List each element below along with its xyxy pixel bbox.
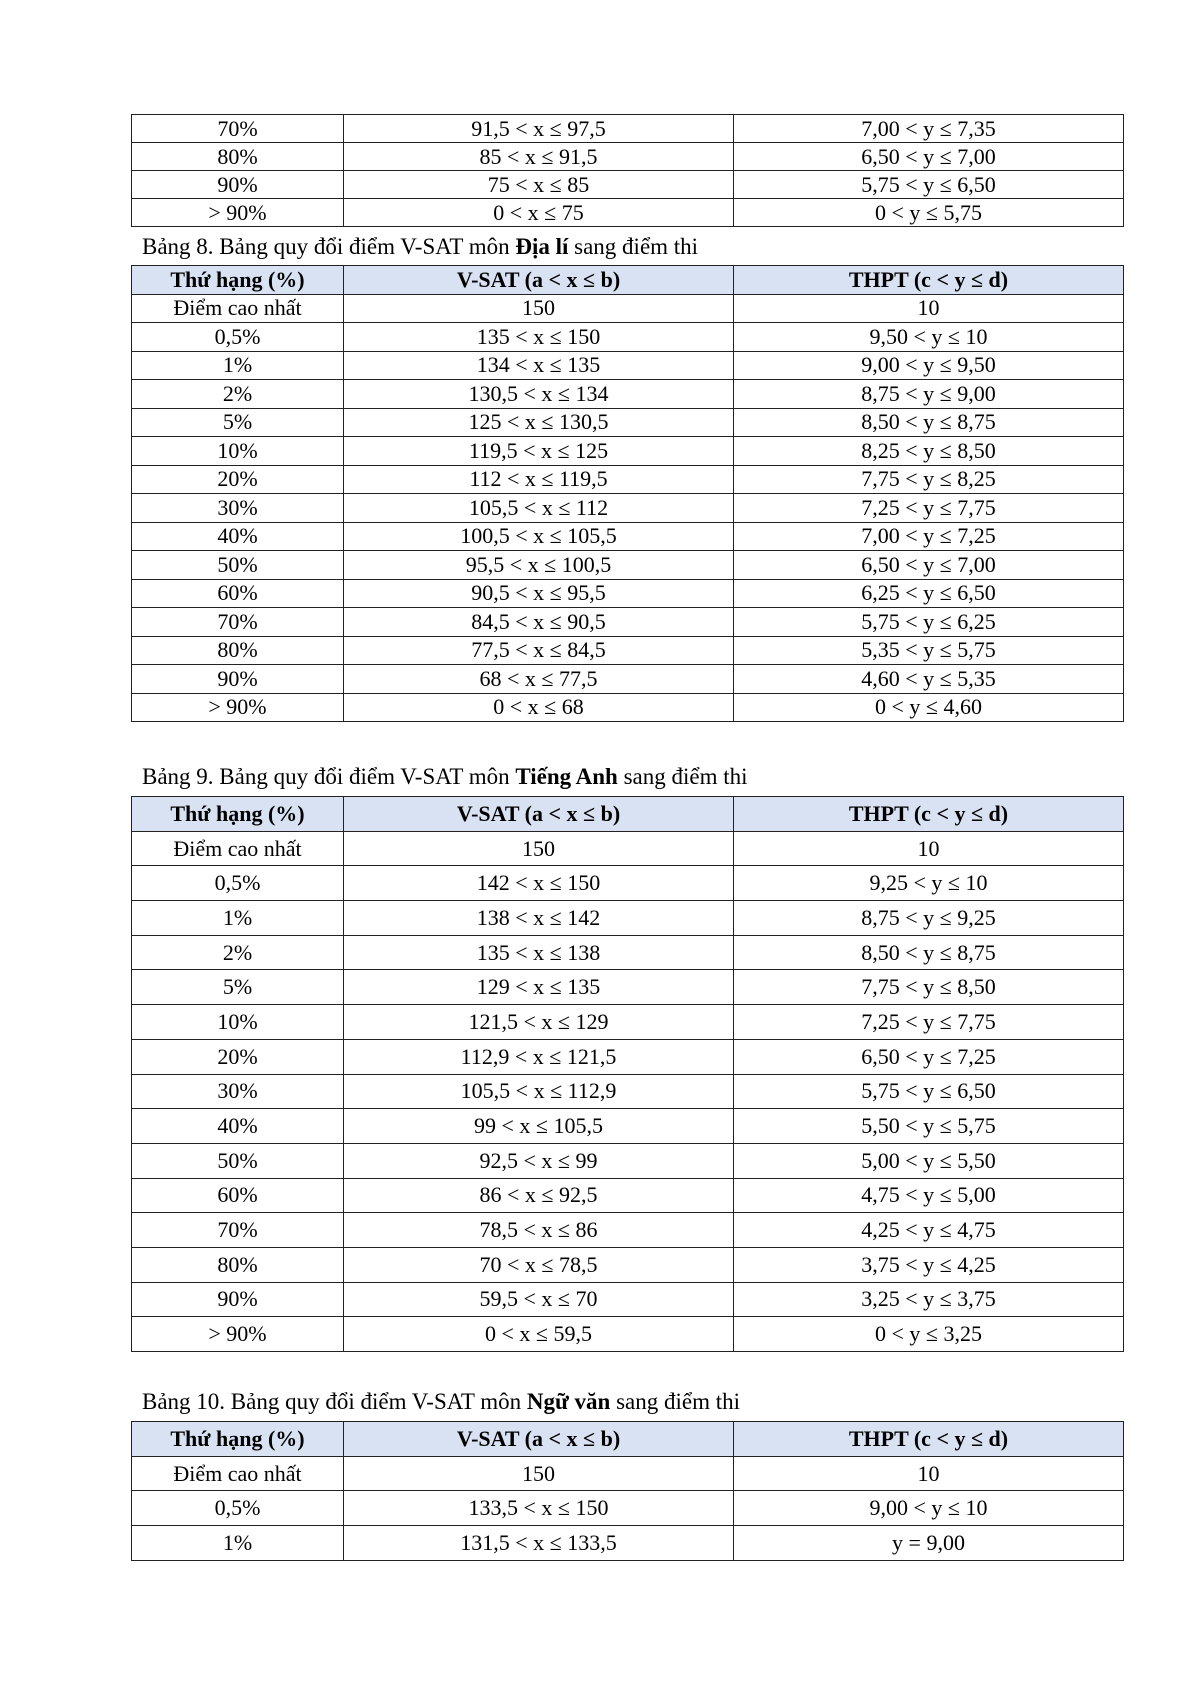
- vsat-range-cell: 121,5 < x ≤ 129: [344, 1005, 734, 1040]
- table-row: [132, 636, 1124, 665]
- rank-cell: 80%: [132, 1247, 344, 1282]
- column-header: Thứ hạng (%): [132, 1422, 344, 1457]
- thpt-range-cell: 5,75 < y ≤ 6,25: [734, 608, 1124, 637]
- table-caption-10: [142, 1390, 740, 1413]
- vsat-range-cell: 59,5 < x ≤ 70: [344, 1282, 734, 1317]
- column-header: V-SAT (a < x ≤ b): [344, 797, 734, 832]
- rank-cell: 90%: [132, 665, 344, 694]
- thpt-range-cell: 5,00 < y ≤ 5,50: [734, 1143, 1124, 1178]
- vsat-range-cell: 0 < x ≤ 75: [344, 199, 734, 227]
- thpt-range-cell: 9,00 < y ≤ 9,50: [734, 351, 1124, 380]
- thpt-range-cell: 0 < y ≤ 5,75: [734, 199, 1124, 227]
- table-header-row: [132, 266, 1124, 295]
- table-row: [132, 1317, 1124, 1352]
- table-row: [132, 171, 1124, 199]
- thpt-range-cell: 5,35 < y ≤ 5,75: [734, 636, 1124, 665]
- table-row: [132, 901, 1124, 936]
- table-row: [132, 199, 1124, 227]
- vsat-range-cell: 70 < x ≤ 78,5: [344, 1247, 734, 1282]
- thpt-range-cell: 7,00 < y ≤ 7,35: [734, 115, 1124, 143]
- column-header: THPT (c < y ≤ d): [734, 266, 1124, 295]
- vsat-range-cell: 86 < x ≤ 92,5: [344, 1178, 734, 1213]
- caption-text: sang điểm thi: [568, 234, 699, 259]
- table-row: [132, 693, 1124, 722]
- rank-cell: Điểm cao nhất: [132, 831, 344, 866]
- vsat-range-cell: 112,9 < x ≤ 121,5: [344, 1039, 734, 1074]
- vsat-range-cell: 112 < x ≤ 119,5: [344, 465, 734, 494]
- rank-cell: 40%: [132, 522, 344, 551]
- table-row: [132, 437, 1124, 466]
- vsat-range-cell: 77,5 < x ≤ 84,5: [344, 636, 734, 665]
- table-row: [132, 1456, 1124, 1491]
- thpt-range-cell: 8,50 < y ≤ 8,75: [734, 935, 1124, 970]
- vsat-range-cell: 100,5 < x ≤ 105,5: [344, 522, 734, 551]
- thpt-range-cell: 5,75 < y ≤ 6,50: [734, 171, 1124, 199]
- vsat-range-cell: 105,5 < x ≤ 112,9: [344, 1074, 734, 1109]
- thpt-range-cell: 0 < y ≤ 4,60: [734, 693, 1124, 722]
- thpt-range-cell: y = 9,00: [734, 1526, 1124, 1561]
- vsat-range-cell: 131,5 < x ≤ 133,5: [344, 1526, 734, 1561]
- vsat-range-cell: 92,5 < x ≤ 99: [344, 1143, 734, 1178]
- caption-text: sang điểm thi: [617, 764, 748, 789]
- vsat-range-cell: 125 < x ≤ 130,5: [344, 408, 734, 437]
- rank-cell: 60%: [132, 1178, 344, 1213]
- rank-cell: 0,5%: [132, 866, 344, 901]
- caption-text: Bảng 9. Bảng quy đổi điểm V-SAT môn: [142, 764, 516, 789]
- caption-subject: Tiếng Anh: [515, 764, 618, 789]
- vsat-range-cell: 142 < x ≤ 150: [344, 866, 734, 901]
- vsat-range-cell: 91,5 < x ≤ 97,5: [344, 115, 734, 143]
- thpt-range-cell: 6,50 < y ≤ 7,00: [734, 551, 1124, 580]
- caption-subject: Ngữ văn: [526, 1389, 611, 1414]
- vsat-range-cell: 133,5 < x ≤ 150: [344, 1491, 734, 1526]
- rank-cell: > 90%: [132, 693, 344, 722]
- rank-cell: 1%: [132, 351, 344, 380]
- thpt-range-cell: 6,50 < y ≤ 7,25: [734, 1039, 1124, 1074]
- thpt-range-cell: 8,25 < y ≤ 8,50: [734, 437, 1124, 466]
- thpt-range-cell: 7,75 < y ≤ 8,25: [734, 465, 1124, 494]
- vsat-range-cell: 129 < x ≤ 135: [344, 970, 734, 1005]
- thpt-range-cell: 7,75 < y ≤ 8,50: [734, 970, 1124, 1005]
- table-caption-9: [142, 765, 748, 788]
- table-row: [132, 1282, 1124, 1317]
- table-9: [131, 796, 1123, 1352]
- column-header: V-SAT (a < x ≤ b): [344, 266, 734, 295]
- table-row: [132, 115, 1124, 143]
- table-row: [132, 1491, 1124, 1526]
- table-row: [132, 608, 1124, 637]
- thpt-range-cell: 5,75 < y ≤ 6,50: [734, 1074, 1124, 1109]
- vsat-range-cell: 119,5 < x ≤ 125: [344, 437, 734, 466]
- vsat-range-cell: 84,5 < x ≤ 90,5: [344, 608, 734, 637]
- rank-cell: 70%: [132, 115, 344, 143]
- conversion-table: [131, 265, 1124, 722]
- rank-cell: 20%: [132, 465, 344, 494]
- rank-cell: 10%: [132, 1005, 344, 1040]
- table-row: [132, 1005, 1124, 1040]
- rank-cell: 5%: [132, 408, 344, 437]
- thpt-range-cell: 7,00 < y ≤ 7,25: [734, 522, 1124, 551]
- vsat-range-cell: 138 < x ≤ 142: [344, 901, 734, 936]
- rank-cell: 90%: [132, 171, 344, 199]
- table-7-continuation: [131, 114, 1123, 227]
- rank-cell: 80%: [132, 143, 344, 171]
- thpt-range-cell: 10: [734, 294, 1124, 323]
- thpt-range-cell: 3,25 < y ≤ 3,75: [734, 1282, 1124, 1317]
- caption-text: Bảng 10. Bảng quy đổi điểm V-SAT môn: [142, 1389, 527, 1414]
- rank-cell: 30%: [132, 1074, 344, 1109]
- rank-cell: 0,5%: [132, 323, 344, 352]
- rank-cell: 20%: [132, 1039, 344, 1074]
- rank-cell: 1%: [132, 1526, 344, 1561]
- vsat-range-cell: 0 < x ≤ 59,5: [344, 1317, 734, 1352]
- thpt-range-cell: 8,75 < y ≤ 9,00: [734, 380, 1124, 409]
- thpt-range-cell: 8,50 < y ≤ 8,75: [734, 408, 1124, 437]
- vsat-range-cell: 134 < x ≤ 135: [344, 351, 734, 380]
- rank-cell: 80%: [132, 636, 344, 665]
- vsat-range-cell: 150: [344, 1456, 734, 1491]
- table-row: [132, 579, 1124, 608]
- rank-cell: 2%: [132, 935, 344, 970]
- rank-cell: 50%: [132, 1143, 344, 1178]
- rank-cell: 2%: [132, 380, 344, 409]
- table-row: [132, 380, 1124, 409]
- table-row: [132, 522, 1124, 551]
- thpt-range-cell: 6,50 < y ≤ 7,00: [734, 143, 1124, 171]
- rank-cell: Điểm cao nhất: [132, 294, 344, 323]
- rank-cell: 70%: [132, 608, 344, 637]
- vsat-range-cell: 95,5 < x ≤ 100,5: [344, 551, 734, 580]
- thpt-range-cell: 7,25 < y ≤ 7,75: [734, 494, 1124, 523]
- thpt-range-cell: 3,75 < y ≤ 4,25: [734, 1247, 1124, 1282]
- vsat-range-cell: 0 < x ≤ 68: [344, 693, 734, 722]
- table-row: [132, 1526, 1124, 1561]
- conversion-table: [131, 796, 1124, 1352]
- table-row: [132, 494, 1124, 523]
- thpt-range-cell: 9,25 < y ≤ 10: [734, 866, 1124, 901]
- table-row: [132, 1039, 1124, 1074]
- thpt-range-cell: 9,00 < y ≤ 10: [734, 1491, 1124, 1526]
- vsat-range-cell: 150: [344, 294, 734, 323]
- vsat-range-cell: 135 < x ≤ 138: [344, 935, 734, 970]
- rank-cell: 0,5%: [132, 1491, 344, 1526]
- rank-cell: 40%: [132, 1109, 344, 1144]
- vsat-range-cell: 68 < x ≤ 77,5: [344, 665, 734, 694]
- table-row: [132, 970, 1124, 1005]
- table-row: [132, 294, 1124, 323]
- rank-cell: 1%: [132, 901, 344, 936]
- table-row: [132, 408, 1124, 437]
- vsat-range-cell: 150: [344, 831, 734, 866]
- vsat-range-cell: 78,5 < x ≤ 86: [344, 1213, 734, 1248]
- vsat-range-cell: 90,5 < x ≤ 95,5: [344, 579, 734, 608]
- rank-cell: 90%: [132, 1282, 344, 1317]
- table-row: [132, 465, 1124, 494]
- thpt-range-cell: 10: [734, 831, 1124, 866]
- thpt-range-cell: 6,25 < y ≤ 6,50: [734, 579, 1124, 608]
- table-row: [132, 1247, 1124, 1282]
- conversion-table: [131, 114, 1124, 227]
- table-row: [132, 1109, 1124, 1144]
- vsat-range-cell: 75 < x ≤ 85: [344, 171, 734, 199]
- rank-cell: 30%: [132, 494, 344, 523]
- thpt-range-cell: 10: [734, 1456, 1124, 1491]
- column-header: THPT (c < y ≤ d): [734, 1422, 1124, 1457]
- vsat-range-cell: 85 < x ≤ 91,5: [344, 143, 734, 171]
- table-row: [132, 351, 1124, 380]
- column-header: Thứ hạng (%): [132, 797, 344, 832]
- thpt-range-cell: 8,75 < y ≤ 9,25: [734, 901, 1124, 936]
- table-row: [132, 1213, 1124, 1248]
- rank-cell: 5%: [132, 970, 344, 1005]
- vsat-range-cell: 105,5 < x ≤ 112: [344, 494, 734, 523]
- thpt-range-cell: 4,25 < y ≤ 4,75: [734, 1213, 1124, 1248]
- table-caption-8: [142, 235, 698, 258]
- thpt-range-cell: 0 < y ≤ 3,25: [734, 1317, 1124, 1352]
- thpt-range-cell: 7,25 < y ≤ 7,75: [734, 1005, 1124, 1040]
- caption-subject: Địa lí: [515, 234, 569, 259]
- column-header: THPT (c < y ≤ d): [734, 797, 1124, 832]
- rank-cell: 60%: [132, 579, 344, 608]
- vsat-range-cell: 130,5 < x ≤ 134: [344, 380, 734, 409]
- table-header-row: [132, 1422, 1124, 1457]
- table-row: [132, 665, 1124, 694]
- vsat-range-cell: 99 < x ≤ 105,5: [344, 1109, 734, 1144]
- thpt-range-cell: 5,50 < y ≤ 5,75: [734, 1109, 1124, 1144]
- rank-cell: 50%: [132, 551, 344, 580]
- vsat-range-cell: 135 < x ≤ 150: [344, 323, 734, 352]
- thpt-range-cell: 4,60 < y ≤ 5,35: [734, 665, 1124, 694]
- table-header-row: [132, 797, 1124, 832]
- column-header: Thứ hạng (%): [132, 266, 344, 295]
- table-row: [132, 551, 1124, 580]
- table-row: [132, 831, 1124, 866]
- rank-cell: > 90%: [132, 1317, 344, 1352]
- thpt-range-cell: 4,75 < y ≤ 5,00: [734, 1178, 1124, 1213]
- column-header: V-SAT (a < x ≤ b): [344, 1422, 734, 1457]
- conversion-table: [131, 1421, 1124, 1561]
- caption-text: Bảng 8. Bảng quy đổi điểm V-SAT môn: [142, 234, 516, 259]
- table-row: [132, 935, 1124, 970]
- rank-cell: > 90%: [132, 199, 344, 227]
- rank-cell: Điểm cao nhất: [132, 1456, 344, 1491]
- table-10: [131, 1421, 1123, 1561]
- table-row: [132, 1178, 1124, 1213]
- caption-text: sang điểm thi: [610, 1389, 741, 1414]
- table-row: [132, 1074, 1124, 1109]
- thpt-range-cell: 9,50 < y ≤ 10: [734, 323, 1124, 352]
- table-8: [131, 265, 1123, 722]
- table-row: [132, 1143, 1124, 1178]
- table-row: [132, 866, 1124, 901]
- rank-cell: 70%: [132, 1213, 344, 1248]
- table-row: [132, 323, 1124, 352]
- rank-cell: 10%: [132, 437, 344, 466]
- table-row: [132, 143, 1124, 171]
